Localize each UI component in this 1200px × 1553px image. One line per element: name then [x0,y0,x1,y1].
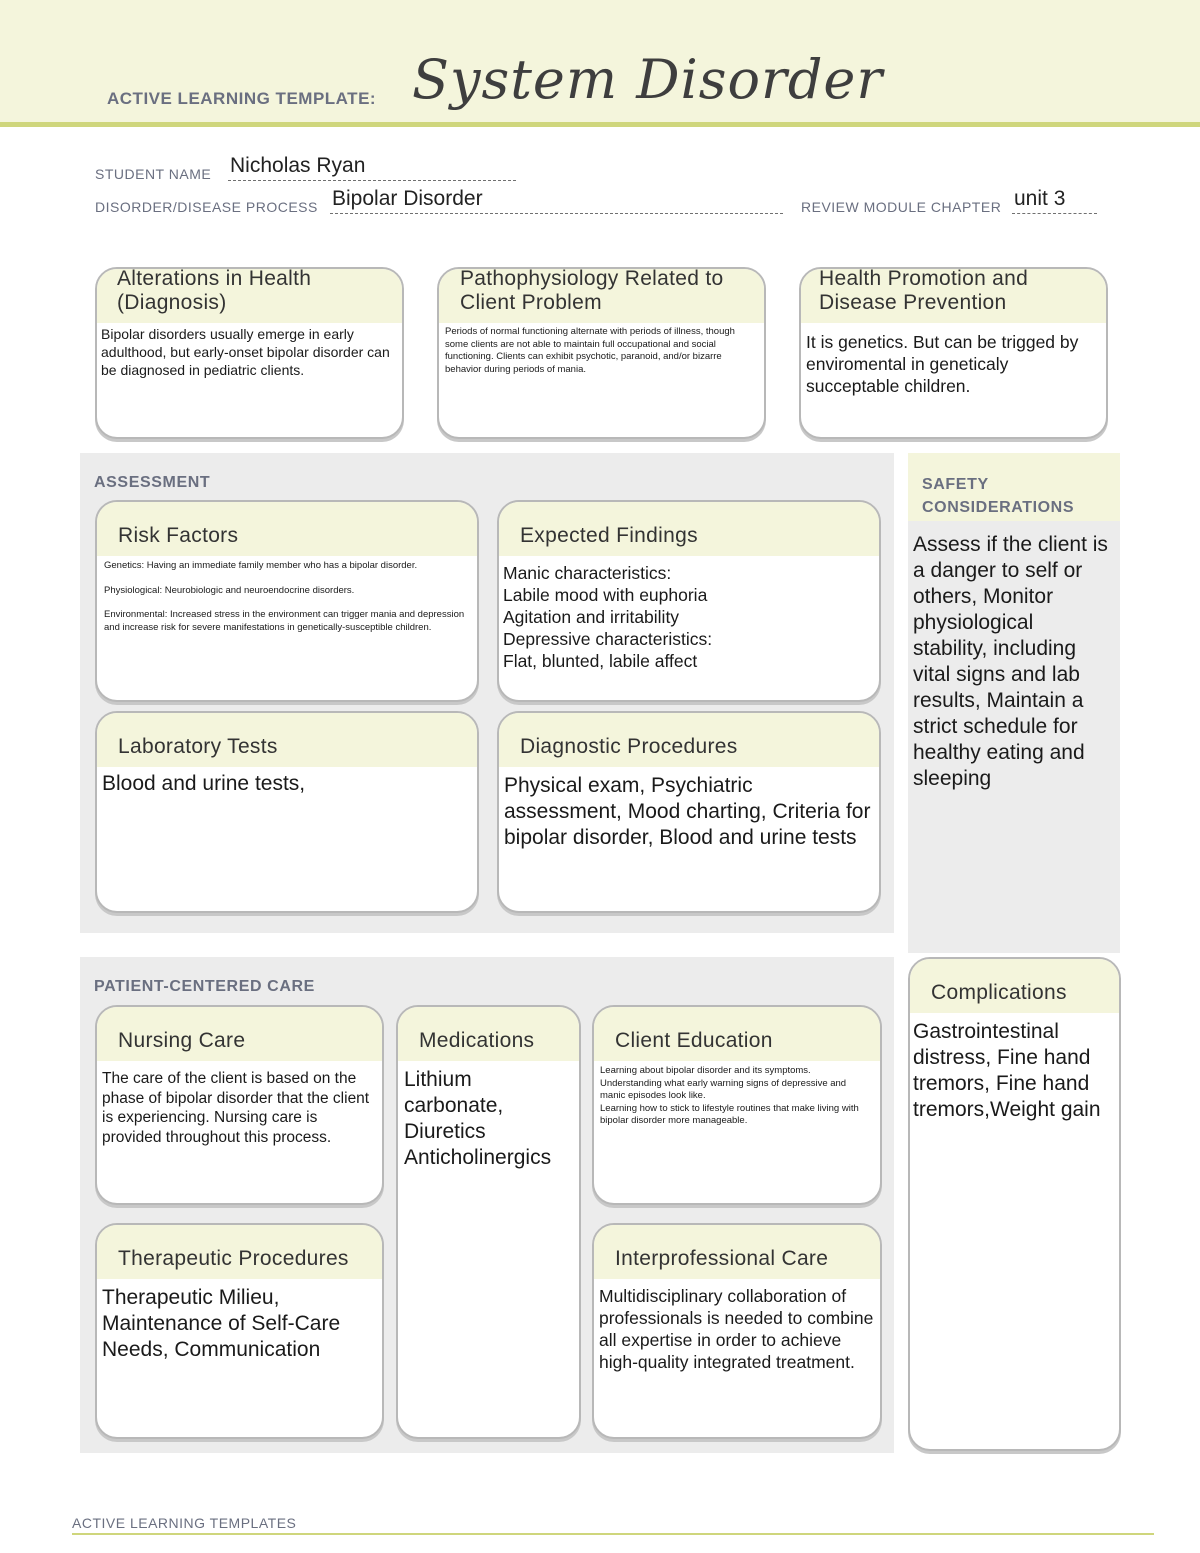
expected-findings-box [497,500,881,702]
risk-factors-title: Risk Factors [118,524,239,547]
risk-physiological: Physiological: Neurobiologic and neuroendocrine disorders. [104,584,355,596]
student-name-label: STUDENT NAME [95,166,212,182]
disorder-value: Bipolar Disorder [332,187,483,210]
medications-title: Medications [419,1029,535,1052]
complications-text: Gastrointestinal distress, Fine hand tremors, Fine hand tremors,Weight gain [913,1020,1101,1121]
complications-title: Complications [931,981,1067,1004]
chapter-value: unit 3 [1014,187,1066,210]
pathophysiology-box [437,267,766,439]
pathophysiology-text: Periods of normal functioning alternate with periods of illness, though some clients are not able to maintain full occupational and social functioning. Clients can exhibit psychotic, paranoid, and/or bizarre behavior during periods of mania. [445,326,735,375]
nursing-care-title: Nursing Care [118,1029,246,1052]
health-promotion-text: It is genetics. But can be trigged by enviromental in geneticaly succeptable children. [806,332,1079,396]
diagnostic-procedures-text: Physical exam, Psychiatric assessment, Mood charting, Criteria for bipolar disorder, Blood and urine tests [504,774,871,849]
student-name-value: Nicholas Ryan [230,154,366,177]
risk-factors-header [97,502,477,556]
patient-care-label: PATIENT-CENTERED CARE [94,978,315,995]
risk-environmental: Environmental: Increased stress in the environment can trigger mania and depression and increase risk for severe manifestations in genetically-susceptible children. [104,609,465,633]
complications-box [908,957,1121,1451]
therapeutic-procedures-header [97,1225,382,1279]
risk-genetics: Genetics: Having an immediate family member who has a bipolar disorder. [104,560,418,571]
finding-line: Agitation and irritability [503,607,680,627]
therapeutic-procedures-text: Therapeutic Milieu, Maintenance of Self-Care Needs, Communication [102,1286,341,1361]
alterations-text: Bipolar disorders usually emerge in early adulthood, but early-onset bipolar disorder can be diagnosed in pediatric clients. [101,326,390,378]
laboratory-tests-box [95,711,479,913]
expected-findings-header [499,502,879,556]
interprofessional-care-header [594,1225,880,1279]
pathophysiology-header [439,269,764,323]
therapeutic-procedures-title: Therapeutic Procedures [118,1247,349,1270]
template-label: ACTIVE LEARNING TEMPLATE: [107,89,377,108]
health-promotion-header [801,269,1106,323]
nursing-care-header [97,1007,382,1061]
header-rule [0,122,1200,127]
footer-label: ACTIVE LEARNING TEMPLATES [72,1515,297,1531]
chapter-label: REVIEW MODULE CHAPTER [801,199,1002,215]
safety-text: Assess if the client is a danger to self or others, Monitor physiological stability, including vital signs and lab results, Maintain a strict schedule for healthy eating and sleeping [913,533,1108,790]
medications-box [396,1005,581,1439]
interprofessional-care-text: Multidisciplinary collaboration of professionals is needed to combine all expertise in order to achieve high-quality integrated treatment. [599,1286,874,1372]
client-education-header [594,1007,880,1061]
student-name-field[interactable] [228,156,516,181]
diagnostic-procedures-header [499,713,879,767]
risk-factors-box [95,500,479,702]
laboratory-tests-title: Laboratory Tests [118,735,278,758]
expected-findings-title: Expected Findings [520,524,698,547]
disorder-label: DISORDER/DISEASE PROCESS [95,199,318,215]
medications-text: Lithium carbonate, Diuretics Anticholinergics [404,1068,552,1169]
education-line: Understanding what early warning signs of depressive and manic episodes look like. [600,1077,847,1101]
expected-findings-text [499,556,879,678]
therapeutic-procedures-box [95,1223,384,1439]
chapter-field[interactable] [1012,189,1097,214]
safety-label: SAFETY CONSIDERATIONS [922,476,1075,516]
alterations-header [97,269,402,323]
education-line: Learning about bipolar disorder and its symptoms. [600,1065,811,1076]
medications-header [398,1007,579,1061]
disorder-field[interactable] [330,189,783,214]
client-education-title: Client Education [615,1029,773,1052]
laboratory-tests-header [97,713,477,767]
alterations-box [95,267,404,439]
diagnostic-procedures-title: Diagnostic Procedures [520,735,738,758]
health-promotion-title: Health Promotion and Disease Prevention [819,267,1029,314]
finding-line: Labile mood with euphoria [503,585,708,605]
pathophysiology-title: Pathophysiology Related to Client Problem [460,267,724,314]
interprofessional-care-title: Interprofessional Care [615,1247,829,1270]
nursing-care-box [95,1005,384,1205]
assessment-label: ASSESSMENT [94,474,211,491]
complications-header [910,959,1119,1013]
finding-line: Depressive characteristics: [503,629,713,649]
health-promotion-box [799,267,1108,439]
alterations-title: Alterations in Health (Diagnosis) [117,267,312,314]
nursing-care-text: The care of the client is based on the phase of bipolar disorder that the client is experiencing. Nursing care is provided throughout this process. [102,1070,370,1146]
finding-line: Manic characteristics: [503,563,672,583]
diagnostic-procedures-box [497,711,881,913]
page-title: System Disorder [412,48,884,111]
risk-factors-text [97,556,477,638]
footer-rule [72,1533,1154,1535]
education-line: Learning how to stick to lifestyle routines that make living with bipolar disorder more manageable. [600,1102,859,1126]
laboratory-tests-text: Blood and urine tests, [102,772,306,795]
client-education-text [594,1061,880,1132]
client-education-box [592,1005,882,1205]
finding-line: Flat, blunted, labile affect [503,651,698,671]
interprofessional-care-box [592,1223,882,1439]
